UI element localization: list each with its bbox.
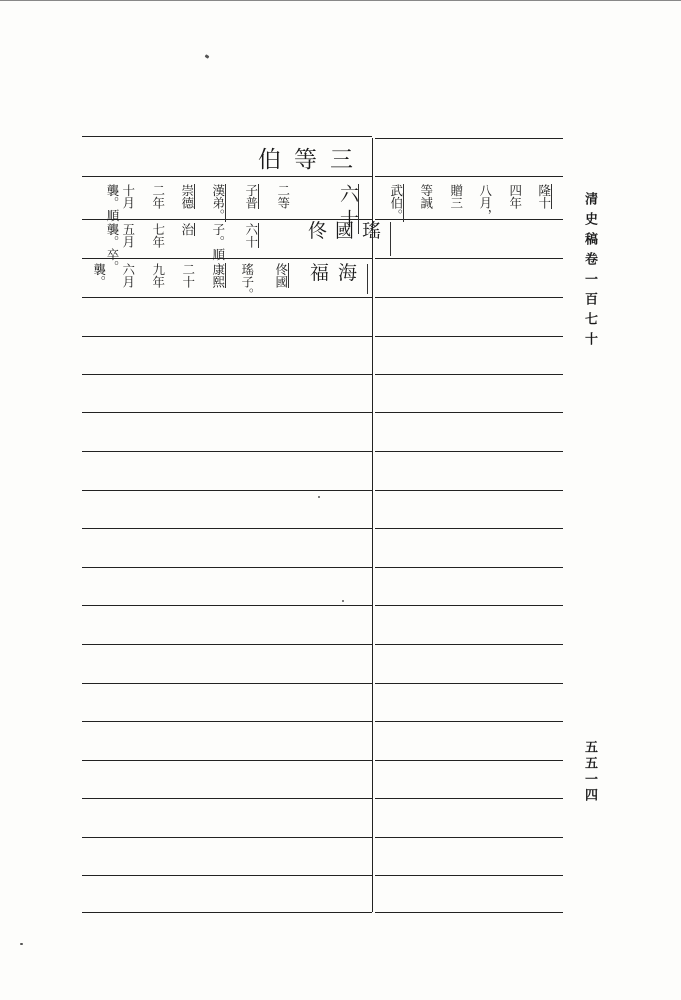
row-detail: 七年 [150,223,166,248]
right-detail: 贈三 [448,184,464,209]
row-detail: 崇德 [179,184,195,209]
row-rule [82,837,372,838]
row-rule [82,258,372,259]
row-detail: 瑤子。 [239,263,255,301]
row-rule [82,374,372,375]
right-detail: 隆十 [536,184,552,209]
row-rule [82,605,372,606]
row-detail: 襲。卒。 [105,223,120,273]
right-rule [375,798,563,799]
row-detail: 二等 [275,184,291,209]
book-title: 清史稿卷一百七十 [582,192,597,352]
right-rule [375,644,563,645]
row-name: 六十 [337,184,359,234]
right-detail: 等誠 [418,184,434,209]
ink-speck [318,496,320,498]
row-rule [82,644,372,645]
row-detail: 佟國 [273,263,289,288]
right-rule [375,258,563,259]
right-rule [375,605,563,606]
right-rule [375,528,563,529]
row-detail: 二十 [180,263,196,288]
right-detail: 八月， [477,184,493,222]
right-rule [375,875,563,876]
page-top-rule [0,0,681,1]
right-rule [375,490,563,491]
row-rule [82,490,372,491]
row-detail: 五月 [120,223,136,248]
row-detail: 二年 [150,184,166,209]
row-detail: 子。順 [210,223,226,261]
right-rule [375,683,563,684]
table-title [250,140,366,174]
right-rule [375,760,563,761]
right-rule [375,412,563,413]
row-detail: 襲。 [91,263,107,288]
table-top-rule [82,136,372,137]
row-rule [82,798,372,799]
row-detail: 漢弟。 [210,184,226,222]
right-rule [375,721,563,722]
row-detail: 六十 [243,223,259,248]
row-rule [82,336,372,337]
row-detail: 九年 [150,263,166,288]
title-bottom-rule [82,176,372,177]
row-rule [82,683,372,684]
row-detail: 襲。順 [105,184,120,222]
row-detail: 治 [179,223,195,236]
table-title-text: 三等伯 [258,146,366,173]
row-rule [82,297,372,298]
right-rule [375,297,563,298]
row-name: 海福 [310,264,368,294]
row-rule [82,528,372,529]
ink-speck [342,600,344,602]
row-detail: 十月 [120,184,136,209]
row-name: 佟國瑤 [308,222,391,256]
right-rule [375,567,563,568]
right-detail: 武伯。 [388,184,404,222]
row-rule [82,567,372,568]
row-rule [82,721,372,722]
right-top-rule [375,138,563,139]
right-rule [375,176,563,177]
table-bottom-rule [82,912,372,913]
row-detail: 子普 [243,184,259,209]
row-rule [82,875,372,876]
row-detail: 康熙 [210,263,226,288]
page-number: 五五一四 [582,740,597,804]
right-rule [375,451,563,452]
ink-speck [205,54,210,59]
ink-speck [20,943,23,945]
row-detail: 六月 [120,263,136,288]
right-bottom-rule [375,912,563,913]
right-rule [375,336,563,337]
row-rule [82,451,372,452]
right-detail: 四年 [507,184,523,209]
row-rule [82,412,372,413]
right-rule [375,374,563,375]
right-rule [375,837,563,838]
row-rule [82,760,372,761]
